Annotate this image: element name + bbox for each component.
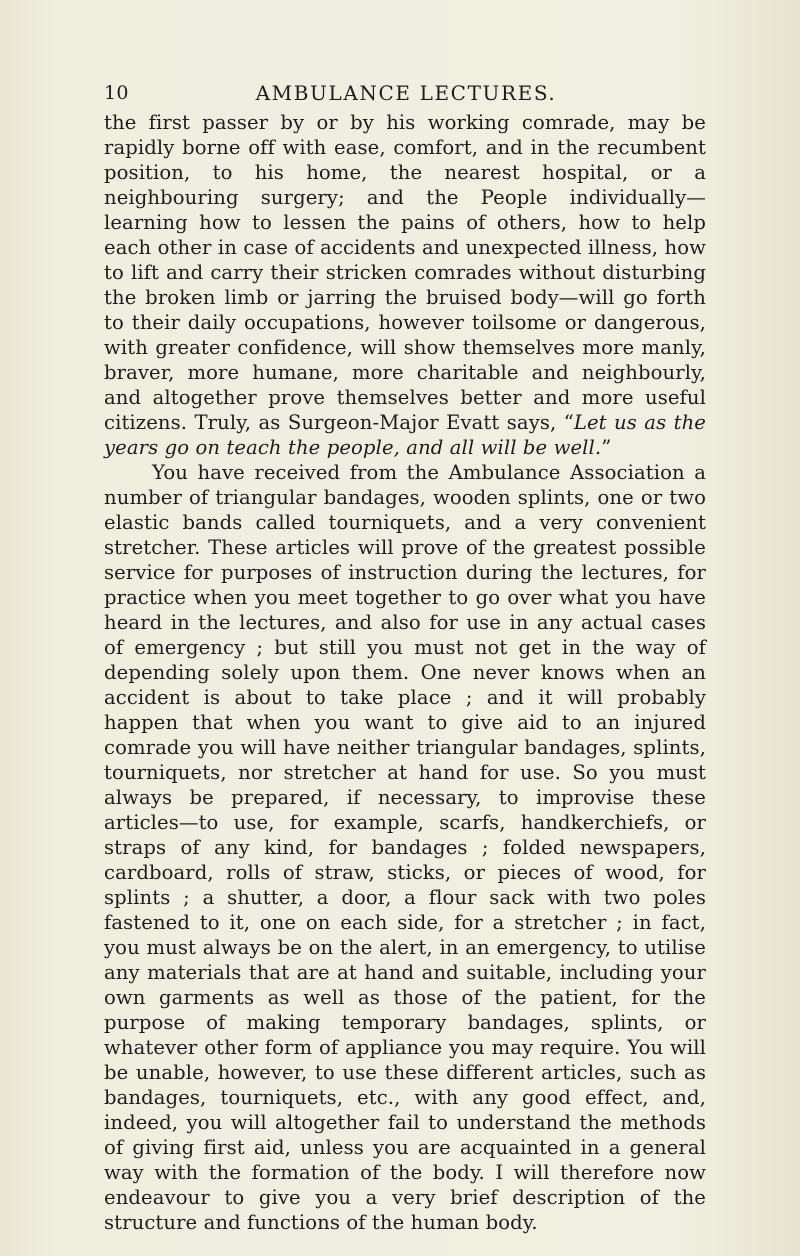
page-number: 10 (104, 82, 129, 104)
body-text (104, 110, 706, 1235)
evatt-quote: Let us as the years go on teach the people, and all will be well. (104, 411, 707, 459)
paragraph-1 (104, 110, 706, 460)
quote-close: ” (601, 436, 612, 459)
paragraph-2: You have received from the Ambulance Association a number of triangular bandages, wooden splints, one or two elastic bands called tourniquets, and a very convenient stretcher. These articles will prove of the greatest possible service for purposes of instruction during the lectures, for practice when you meet together to go over what you have heard in the lectures, and also for use in any actual cases of emergency ; but still you must not get in the way of depending solely upon them. One never knows when an accident is about to take place ; and it will probably happen that when you want to give aid to an injured comrade you will have neither triangular bandages, splints, tourniquets, nor stretcher at hand for use. So you must always be prepared, if necessary, to improvise these articles—to use, for example, scarfs, handkerchiefs, or straps of any kind, for bandages ; folded newspapers, cardboard, rolls of straw, sticks, or pieces of wood, for splints ; a shutter, a door, a flour sack with two poles fastened to it, one on each side, for a stretcher ; in fact, you must always be on the alert, in an emergency, to utilise any materials that are at hand and suitable, including your own garments as well as those of the patient, for the purpose of making temporary bandages, splints, or whatever other form of appliance you may require. You will be unable, however, to use these different articles, such as bandages, tourniquets, etc., with any good effect, and, indeed, you will altogether fail to understand the methods of giving first aid, unless you are acquainted in a general way with the formation of the body. I will therefore now endeavour to give you a very brief description of the structure and functions of the human body. (104, 461, 706, 1234)
page-header (104, 76, 708, 110)
paragraph-1-text: the first passer by or by his working comrade, may be rapidly borne off with ease, comfort, and in the recumbent position, to his home, the nearest hospital, or a neighbouring surgery; and the People individually—learning how to lessen the pains of others, how to help each other in case of accidents and unexpected illness, how to lift and carry their stricken comrades without disturbing the broken limb or jarring the bruised body—will go forth to their daily occupations, however toilsome or dangerous, with greater confidence, will show themselves more manly, braver, more humane, more charitable and neighbourly, and altogether prove themselves better and more useful citizens. Truly, as Surgeon-Major Evatt says, “ (104, 111, 706, 434)
running-head: AMBULANCE LECTURES. (255, 81, 557, 105)
